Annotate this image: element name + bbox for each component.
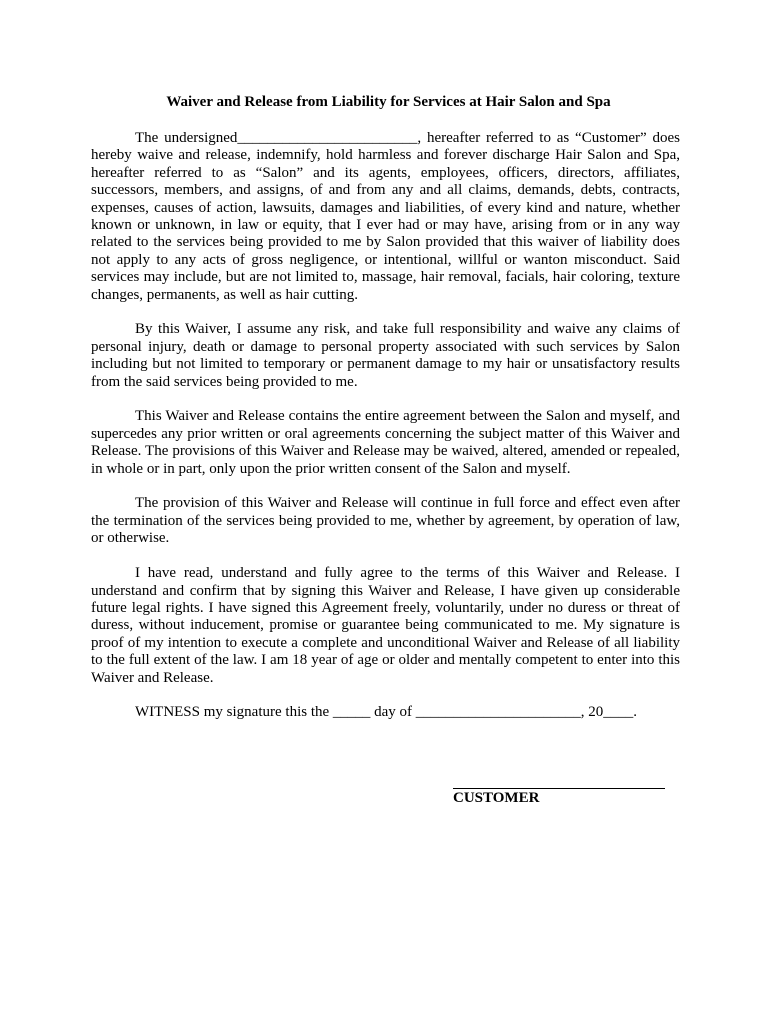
paragraph-acknowledgment: I have read, understand and fully agree to the terms of this Waiver and Release. I understand and confirm that by signing this Waiver and Release, I have given up considerable future legal rights. I have signed this Agreement freely, voluntarily, under no duress or threat of duress, without inducement, promise or guarantee being communicated to me. My signature is proof of my intention to execute a complete and unconditional Waiver and Release of all liability to the full extent of the law. I am 18 year of age or older and mentally competent to enter into this Waiver and Release.: [91, 565, 680, 686]
signature-block: [453, 788, 665, 807]
witness-line: WITNESS my signature this the _____ day of ______________________, 20____.: [135, 704, 638, 721]
paragraph-survival: The provision of this Waiver and Release will continue in full force and effect even after the termination of the services being provided to me, whether by agreement, by operation of law, or otherwise.: [91, 495, 680, 547]
signature-line: [453, 788, 665, 789]
paragraph-release: The undersigned________________________, hereafter referred to as “Customer” does hereby waive and release, indemnify, hold harmless and forever discharge Hair Salon and Spa, hereafter referred to as “Salon” and its agents, employees, officers, directors, affiliates, successors, members, and assigns, of and from any and all claims, demands, debts, contracts, expenses, causes of action, lawsuits, damages and liabilities, of every kind and nature, whether known or unknown, in law or equity, that I ever had or may have, arising from or in any way related to the services being provided to me by Salon provided that this waiver of liability does not apply to any acts of gross negligence, or intentional, willful or wanton misconduct. Said services may include, but are not limited to, massage, hair removal, facials, hair coloring, texture changes, permanents, as well as hair cutting.: [91, 130, 680, 303]
paragraph-assumption-of-risk: By this Waiver, I assume any risk, and take full responsibility and waive any claims of personal injury, death or damage to personal property associated with such services by Salon including but not limited to temporary or permanent damage to my hair or unsatisfactory results from the said services being provided to me.: [91, 321, 680, 390]
document-title: Waiver and Release from Liability for Services at Hair Salon and Spa: [166, 94, 611, 110]
paragraph-entire-agreement: This Waiver and Release contains the entire agreement between the Salon and myself, and supercedes any prior written or oral agreements concerning the subject matter of this Waiver and Release. The provisions of this Waiver and Release may be waived, altered, amended or repealed, in whole or in part, only upon the prior written consent of the Salon and myself.: [91, 408, 680, 477]
document-page: [91, 92, 680, 806]
signature-label: CUSTOMER: [453, 790, 540, 806]
